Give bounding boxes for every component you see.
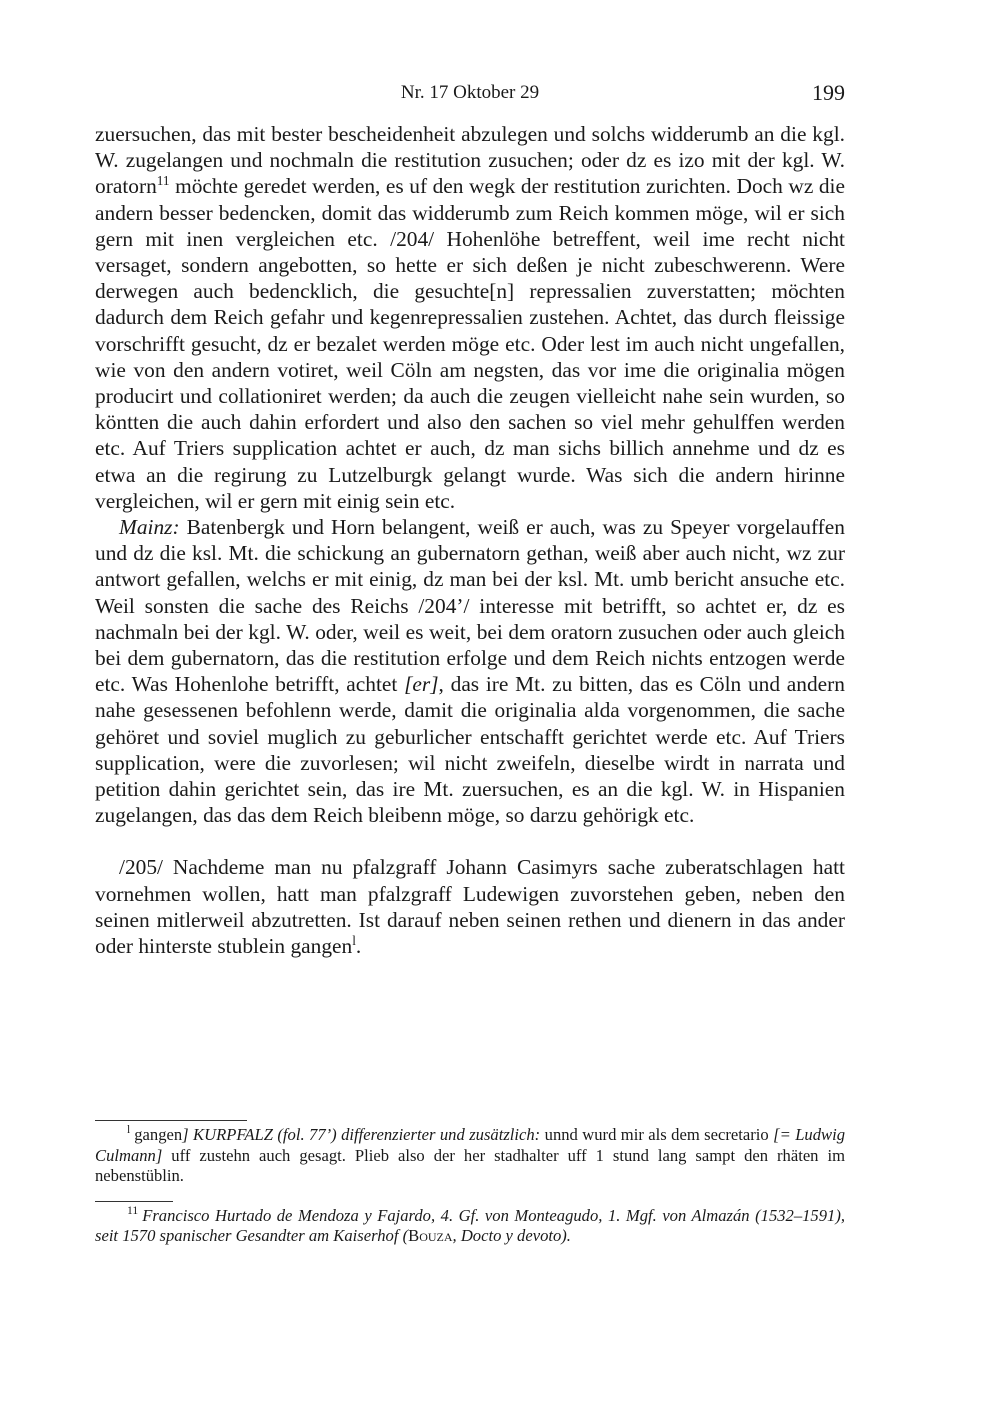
editorial-insertion: [er] xyxy=(404,672,439,697)
footnote-text: unnd wurd mir als dem secretario xyxy=(540,1125,774,1144)
running-head: Nr. 17 Oktober 29 xyxy=(400,82,540,103)
footnote-1 xyxy=(95,1125,845,1187)
footnote-lemma: gangen xyxy=(134,1125,183,1144)
paragraph-3 xyxy=(95,854,845,959)
main-text xyxy=(95,121,845,959)
paragraph-2 xyxy=(95,514,845,828)
footnote-text: , Docto y devoto). xyxy=(452,1226,571,1245)
footnote-ref: 11 xyxy=(156,173,170,189)
speaker-label: Mainz: xyxy=(119,515,180,540)
editorial-note: ] KURPFALZ (fol. 77’) differenzierter und zusätzlich: xyxy=(182,1125,541,1144)
text-run: . xyxy=(355,934,362,959)
page-header xyxy=(95,80,845,110)
editorial-note: [= Ludwig Culmann] xyxy=(95,1125,846,1165)
footnote-text: uff zustehn auch gesagt. Plieb also der her stadhalter uff 1 stund lang sampt den rhäten im nebenstüblin. xyxy=(95,1145,845,1185)
footnote-rule xyxy=(95,1120,247,1121)
text-run: Batenbergk und Horn belangent, weiß er auch, was zu Speyer vorgelauffen und dz die ksl. Mt. die schickung an gubernatorn gethan, weiß aber auch nicht, wz zur antwort gefallen, welchs er mit einig, dz man bei der ksl. Mt. umb bericht ansuche etc. Weil sonsten die sache des Reichs /204’/ interesse mit betrifft, so achtet er, dz es nachmaln bei der kgl. W. oder, weil es weit, bei dem oratorn zusuchen oder auch gleich bei dem gubernatorn, das die restitution erfolge und dem Reich nichts entzogen werde etc. Was Hohenlohe betrifft, achtet xyxy=(95,515,845,697)
footnote-number: 11 xyxy=(127,1203,139,1217)
footnote-text: Francisco Hurtado de Mendoza y Fajardo, 4. Gf. von Monteagudo, 1. Mgf. von Almazán (1532–1591), seit 1570 spanischer Gesandter am Kaiserhof ( xyxy=(95,1205,845,1245)
footnotes xyxy=(95,1120,845,1247)
text-run: möchte geredet werden, es uf den wegk der restitution zurichten. Doch wz die andern besser bedencken, domit das widderumb zum Reich kommen möge, wil er sich gern mit inen vergleichen etc. /204/ Hohenlöhe betreffent, weil ime recht nicht versaget, sondern angebotten, so hette er sich deßen je nicht zubeschwerenn. Were derwegen auch bedencklich, die gesuchte[n] repressalien zuverstatten; möchten dadurch dem Reich gefahr und kegenrepressalien zustehen. Achtet, das durch fleissige vorschrifft gesucht, dz er bezalet werden möge etc. Oder lest im auch nicht ungefallen, wie von den andern votiret, weil Cöln am negsten, das vor ime die originalia mögen producirt und collationiret werden; da auch die zeugen vielleicht nahe sein wurden, so köntten die auch dahin erfordert und also den sachen so viel mehr gehulffen werden etc. Auf Triers supplication achtet er auch, dz man sichs billich annehme und dz es etwa an die regirung zu Lutzelburgk gelangt wurde. Was sich die andern hirinne vergleichen, wil er gern mit einig sein etc. xyxy=(95,174,845,513)
text-run: , das ire Mt. zu bitten, das es Cöln und andern nahe gesessenen befohlenn werde, damit die originalia alda vorgenommen, die sache gehöret und soviel muglich zu geburlicher entschafft gerichtet werde etc. Auf Triers supplication, were die zuvorlesen; wil nicht zweifeln, dieselbe wirdt in narrata und petition dahin gerichtet sein, das ire Mt. zuersuchen, es an die kgl. W. in Hispanien zugelangen, das das dem Reich bleibenn möge, so darzu gehörigk etc. xyxy=(95,672,845,828)
page-number: 199 xyxy=(812,80,845,105)
text-run: /205/ Nachdeme man nu pfalzgraff Johann Casimyrs sache zuberatschlagen hatt vornehmen wollen, hatt man pfalzgraff Ludewigen zuvorstehen geben, neben den seinen mitlerweil abzutretten. Ist darauf neben seinen rethen und dienern in das ander oder hinterste stublein gangen xyxy=(95,855,845,959)
cited-author: Bouza xyxy=(408,1226,453,1245)
footnote-11 xyxy=(95,1203,845,1247)
footnote-number: l xyxy=(127,1123,131,1137)
text-run: zuersuchen, das mit bester bescheidenheit abzulegen und solchs widderumb an die kgl. W. zugelangen und nochmaln die restitution zusuchen; oder dz es izo mit der kgl. W. oratorn xyxy=(95,122,845,199)
footnote-ref: l xyxy=(352,932,356,948)
paragraph-1 xyxy=(95,121,845,514)
footnote-rule xyxy=(95,1201,173,1202)
